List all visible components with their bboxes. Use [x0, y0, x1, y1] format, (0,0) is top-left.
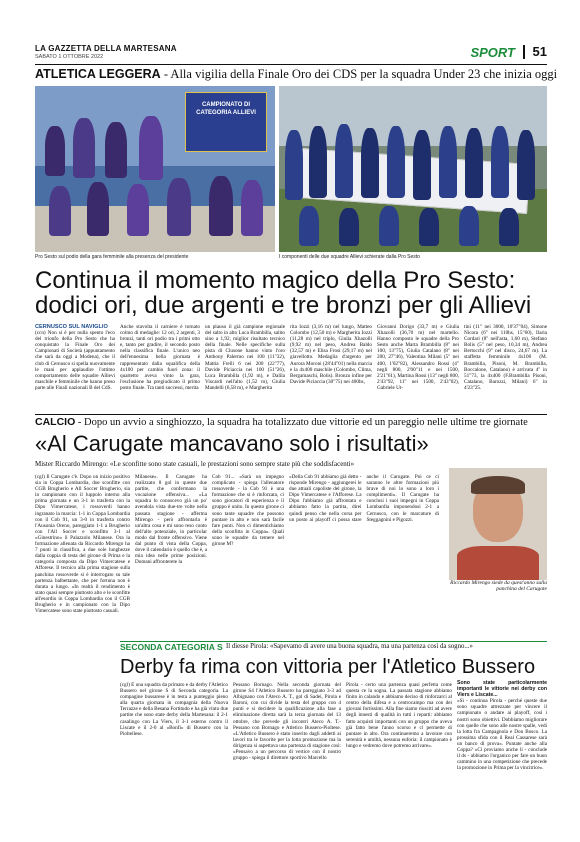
- coach-portrait: [449, 468, 547, 580]
- article2-column-1: (cgl) Il Carugate c'è. Dopo un inizio positivo sia in Coppa Lombardia, due sconfitte con CGB Brugherio e All Soccer Brugherio, sia in campionato con il luppolo interno alla prima giornata e un 3-1 in trasferta con la Dipo Vimercatese, i rossoverdi hanno ingranato la marcia: 1-1 in Coppa Lombardia con il Cob 91, un 3-0 in trasferta contro l'Ausonia Oreno, pareggiato 1-1 a Brugherio con l'All Soccer e sconfitto 3-1 al «Ginestrino» il Palazzolo Milanese. Ora la formazione allenata da Riccardo Mirengo ha 7 punti in classifica, a due sole lunghezze dalla coppia di testa del girone di Prima e la categoria composta da Dipo Vimercatese e Afforese. Il tecnico alla prima stagione sulla panchina rossoverde si è interrogato su tale partenza balbettante, che per fortuna non è durata a lungo. «In realtà il rendimento è stato quasi sempre piuttosto alto e le sconfitte all'esordio in Coppa Lombardia con il CGB Brugherio e in campionato con la Dipo Vimercatese sono state piuttosto casuali.: [35, 474, 130, 615]
- portrait-shirt: [457, 546, 539, 580]
- article1-headline-line2: dodici ori, due argenti e tre bronzi per gli Allievi: [35, 292, 532, 319]
- article1-byline: CERNUSCO SUL NAVIGLIO: [35, 324, 108, 330]
- athlete-figure: [499, 208, 519, 246]
- athlete-figure: [285, 130, 303, 200]
- article2-kicker: [35, 416, 547, 428]
- article2-column-2: Milanese». Il Carugate ha realizzato 8 gol in queste due partite, che confermano la vocazione offensiva... «La squadra lo conoscevo già un po' avendola vista due-tre volte nella passata stagione - afferma Mirengo - però affrontarla è un'altra cosa e mi sono reso conto dell'alto potenziale, in particolar modo dal fronte offensivo. Viene dal punto di vista della Coppa, dove il calendario è quello che è, a mia idea nelle prime posizioni. Domani affronterete la: [135, 474, 207, 566]
- article3-side-box-text: «Sì - continua Pirola - perché queste due sono squadre attrezzate per vincere il campionato o andare ai playoff, così i nostri sono obiettivi. Dobbiamo migliorare con quelle che sono alle nostre spalle, vedi la lotta fra Campagnola e Don Bosco. La prossima sfida con il Real Cassarese sarà un banco di prova». Puntate anche alla Coppa? «Ci proviamo anche li - conclude il ds - abbiamo l'organico per fare un buon cammino in una competizione che precede la promozione in Prima per la vincitrice».: [457, 698, 547, 772]
- article1-column-4: rita Iozzi (3,16 m) nel lungo, Matteo Colombo (12,50 m) e Margherita Iozzi (11,28 m) nel triplo, Giulia Xhazolli (9,92 m) nel peso, Andrea Baldo (32,57 m) e Elisa Frosi (29,17 m) nel giavellotto. Medaglia d'argento per Aurora Moroni (28'44"01) nella marcia e la 4x400 maschile (Colombo, Clima, Bergamaschi, Bolis). Bronzo infine per Davide Piciaccia (30"75) nei 400hs,: [290, 324, 372, 385]
- athlete-figure: [167, 178, 191, 236]
- article1-kicker: [35, 67, 558, 82]
- podium-photo: [35, 86, 275, 252]
- athlete-figure: [379, 206, 399, 246]
- athlete-figure: [139, 116, 163, 180]
- athlete-figure: [45, 126, 65, 176]
- athlete-figure: [517, 130, 535, 200]
- athlete-figure: [105, 122, 127, 178]
- article3-side-box: [457, 680, 547, 828]
- podium-floor: [35, 206, 275, 252]
- article3-headline: Derby fa rima con vittoria per l'Atletico Bussero: [120, 656, 536, 678]
- athlete-figure: [127, 184, 149, 236]
- athlete-figure: [335, 124, 353, 198]
- article2-kicker-label: CALCIO: [35, 416, 76, 428]
- athlete-figure: [309, 126, 327, 198]
- article3-column-1: (cgl) È una squadra da primato e da derby l'Atletico Bussero nel girone S di Seconda categoria. La compagine bussarese è in testa a punteggio pieno alla quarta giornata in compagnia della Nuova Terrazze e della Besana Fortitudo e ha già vinto due partite che sono state derby della Martesana: il 2-1 casalingo con La Viers, il 3-1 esterno contro il Liscate e il 2-0 al «Bonfi» di Bussero con la Pioltellese.: [120, 682, 228, 737]
- article1-column-1: [35, 324, 115, 412]
- article1-column-5: Giovanni Dorigo (33,7 m) e Giulia Xhazolli (36,70 m) nel martello. Hanno composto le squadre della Pro Sesto anche Marta Brambilla (8" nei 100, 13"75), Giulia Catalano (8" nei 200, 27"46), Valentina Milani (5" nei 400, 1'02"82), Alessandro Rossi (4" negli 800, 2'00"11 e nei 1500, 2'21"61), Martina Rossi (13" negli 800, 2'43"92, 11" nei 1500, 2'43"02), Gabriele Ut-: [377, 324, 459, 391]
- article2-column-4: «Della Cob 91 abbiamo già detto - risponde Mirengo - aggiungerei le due attuali capoliste del girone, la Dipo Vimercatese e l'Afforese. La Dipo l'abbiamo già affrontata e abbiamo fatto la partita, direi quindi penso che nella corsa per un posto ai playoff ci possa stare anche il Carugate. Poi ce ci saranno le altre formazioni più brave di noi lo sono a loro i complimenti». Il Carugate ha conclusi i suoi impegni in Coppa Lombardia imponendosi 2-1 a Cernusco, con le marcature di Steggagnini e Pigozzi.: [289, 474, 439, 523]
- page-number-divider: [523, 45, 525, 59]
- athlete-figure: [439, 126, 457, 198]
- portrait-hair: [471, 476, 525, 494]
- team-photo: [279, 86, 547, 252]
- athlete-figure: [299, 206, 319, 246]
- article2-kicker-text: - Dopo un avvio a singhiozzo, la squadra ha totalizzato due vittorie ed un pareggio nelle ultime tre giornate: [75, 417, 528, 428]
- coach-portrait-caption: Riccardo Mirengo siede da quest'anno sulla panchina del Carugate: [450, 580, 547, 592]
- page-number: 51: [532, 44, 547, 59]
- header-rule: [35, 64, 547, 65]
- article3-band-text: Il diesse Pirola: «Sapevamo di avere una buona squadra, ma una partenza così da sogno...»: [226, 643, 473, 650]
- article1-kicker-label: ATLETICA LEGGERA: [35, 67, 161, 81]
- article2-column-3: Cob 91... «Sarà un impegno complicato - spiega l'allenatore rossoverde - la Cob 91 è una formazione che si è rinforzata, ci sono giocatori di esperienza e il gruppo è unito. In questo girone ci sono tante squadre che possono puntare in alto e non sarà facile fare punti. Non ci dimentichiamo della sconfitta in Coppa». Quali sono le squadre da temere nel girone M?: [212, 474, 284, 548]
- athlete-figure: [73, 118, 95, 178]
- newspaper-name: LA GAZZETTA DELLA MARTESANA: [35, 44, 177, 53]
- athlete-figure: [361, 128, 379, 198]
- issue-date: SABATO 1 OTTOBRE 2022: [35, 54, 104, 60]
- article1-column-2: Anche stavolta il carniere è tornato colmo di medaglie: 12 ori, 2 argenti, 3 bronzi, tanti ori podio tra i primi otto e, tanto per gradire, il secondo posto nella classifica finale. L'unico neo dell'ennesima bella giornata è rappresentato dalla squalifica della 4x100 per cambio fuori zona: il quartetto aveva vinto la gara, l'esclusione ha pregiudicato il primo posto finale. Tra tanti successi, merita: [120, 324, 200, 391]
- athlete-figure: [241, 180, 263, 236]
- championship-banner: [185, 92, 267, 152]
- athlete-figure: [209, 176, 233, 236]
- athlete-figure: [459, 206, 479, 246]
- article1-column-text: (ccn) Non si è per nulla spento l'eco del trionfo della Pro Sesto che ha conquistato la Finale Oro dei Campionati di Società (appuntamento che sarà da oggi a Modena), che il club di Cernusco si spella nuovamente le mani per applaudire l'ottimo comportamento delle squadre Allievi maschile e femminile che hanno preso parte alle Finali nazionali B del CdS.: [35, 330, 115, 391]
- athlete-figure: [491, 126, 509, 198]
- article3-side-box-title: Sono state particolarmente importanti le vittorie nei derby con Viers e Liscate...: [457, 680, 547, 699]
- athlete-figure: [339, 208, 359, 246]
- athlete-figure: [413, 130, 431, 200]
- page-header: [35, 44, 547, 66]
- section-label: SPORT: [470, 45, 515, 60]
- athlete-figure: [49, 186, 71, 236]
- athlete-figure: [465, 128, 483, 198]
- team-photo-caption: I componenti delle due squadre Allievi schierate dalla Pro Sesto: [279, 254, 420, 260]
- championship-banner-text: CAMPIONATO DI CATEGORIA ALLIEVI: [196, 102, 256, 116]
- athlete-figure: [87, 182, 109, 236]
- section-rule: [35, 414, 547, 415]
- article3-column-2: Pessano Bornago. Nella seconda giornata del girone S4 l'Atletico Bussero ha pareggiato 3-3 ad Albignano con l'Ateco A. T., gol di Sadei, Pirola e Baroni, con cui divide la testa del gruppo con 4 punti e si decidere la qualificazione alla fase a eliminazione diretta sarà la terza giornata del 13 ottobre, che prevede gli incontri Ateco A. T.-Pessano con Bornago e Atletico Bussero-Pioltese. «L'Atletico Bussero è stato inserito dagli addetti ai lavori tra le favorite per la lotta promozione ma la dirigenza sì aspettava una partenza di stagione così: «Pensavo a un percorso di vertice con il nostro gruppo - spiega il direttore sportivo Marcello: [233, 682, 341, 762]
- article1-headline-line1: Continua il momento magico della Pro Sesto:: [35, 267, 516, 294]
- article2-subhead: Mister Riccardo Mirengo: «Le sconfitte sono state casuali, le prestazioni sono sempre state più che soddisfacenti»: [35, 460, 355, 468]
- article3-column-3: Pirola - certo una partenza quasi perfetta come questa ce la sogna. La passata stagione abbiamo finito in calando e abbiamo deciso di rinforzarci al centro della difesa e a centrocampo ma con dei giovani fortissimi. Alla fine siamo riusciti ad avere degli innesti di qualità in tutti i reparti: abbiamo fatto acquisti importanti con un gruppo che aveva già fatto bene l'anno scorso e ci permette di puntare in alto. Ora continueremo a lavorare con serenità e umiltà, nessuna euforia: il campionato è lungo e vedremo dove potremo arrivare».: [346, 682, 452, 749]
- article2-headline: «Al Carugate mancavano solo i risultati»: [35, 431, 429, 456]
- article1-column-6: tini (11" nei 3000, 10'37"04), Simone Nicora (6" nei 110hs, 15"60), Ilaria Cordari (8" nell'asta, 1,60 m), Stefano Bolis (5" nel peso, 10,34 m), Andrea Bertocchi (9" nel disco, 24,67 m). La staffetta femminile 4x100 (M. Brambilla, Pisoni, M. Brambilla, Boccalone, Catalano) è arrivata 4" in 51"73, la 4x400 (F.Brambilla Pisoni, Catalano, Barozzi, Milani) 6" in 4'23"25.: [464, 324, 547, 391]
- article3-band-label: SECONDA CATEGORIA S: [120, 642, 223, 652]
- article1-kicker-text: - Alla vigilia della Finale Oro dei CDS per la squadra Under 23 che inizia oggi: [160, 67, 558, 81]
- article1-headline: [35, 268, 547, 318]
- article1-column-3: un plauso il già campione regionale del salto in alto Luca Brambilla, salito sino a 1,92, miglior risultato tecnico della finale. Nelle specifiche sulla pista di Clusone hanno vinto l'oro Anthony Palermo nei 100 (11"32), Mattia Frelli 6 nei 200 (22"77), Davide Piciaccia nei 100 (51"26), Luca Brambilla (1,92 m), e Dalila Viscardi nell'alto (1,52 m), Giulia Mandelli (6,58 m), e Margherita: [205, 324, 285, 391]
- athlete-figure: [419, 208, 439, 246]
- athlete-figure: [387, 126, 405, 198]
- podium-photo-caption: Pro Sesto sul podio della gara femminile alla presenza del presidente: [35, 254, 189, 260]
